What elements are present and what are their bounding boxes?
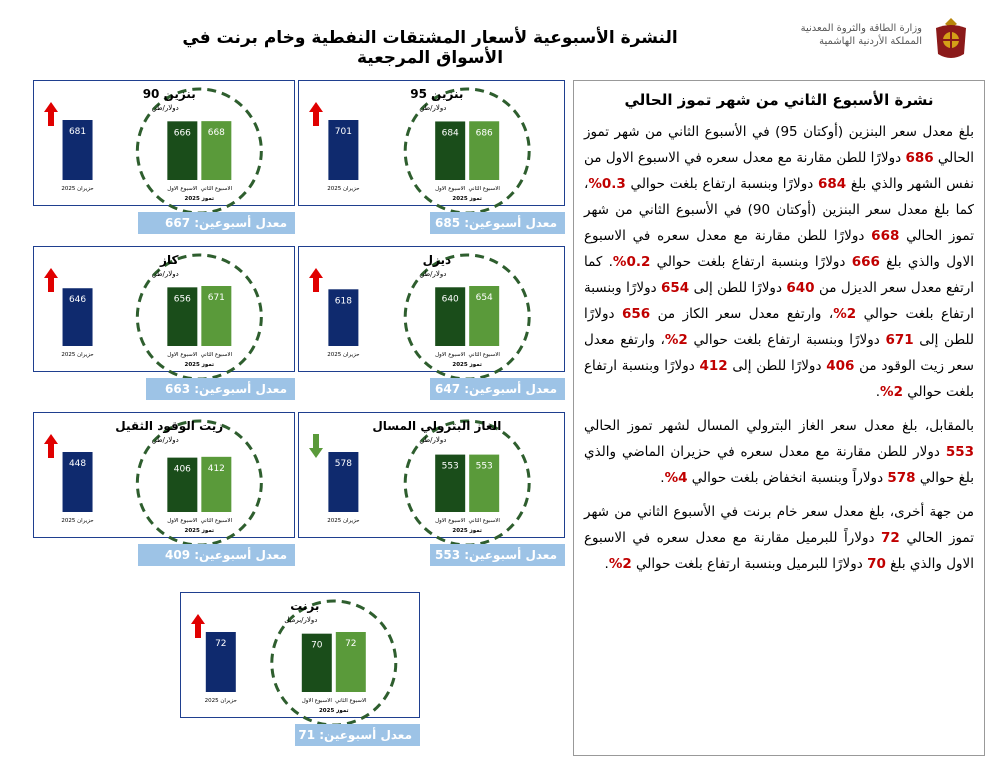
unit-label: دولار/طن [419, 270, 447, 278]
unit-label: دولار/طن [151, 436, 179, 444]
average-label: معدل أسبوعين: 663 [146, 378, 295, 400]
data-label: 646 [68, 295, 87, 306]
highlight-value: 640 [786, 280, 815, 296]
tick-label: الاسبوع الثاني [200, 186, 233, 192]
data-label: 72 [215, 639, 227, 649]
highlight-value: 684 [817, 176, 847, 192]
highlight-value: 4% [664, 470, 688, 486]
highlight-value: 2% [833, 306, 857, 322]
data-label: 70 [311, 640, 323, 651]
paragraph-text: . كما ارتفع معدل سعر الديزل من [584, 254, 974, 296]
group-label: تموز 2025 [184, 196, 215, 202]
data-label: 553 [441, 461, 459, 472]
paragraph-text: ، كما بلغ معدل سعر البنزين (أوكتان 90) في الأسبوع الثاني من شهر تموز الحالي [584, 176, 974, 244]
tick-label: الاسبوع الاول [167, 352, 198, 358]
unit-label: دولار/طن [151, 270, 179, 278]
paragraph-text: . [875, 384, 881, 400]
tick-label: الاسبوع الاول [435, 518, 466, 524]
page-title: النشرة الأسبوعية لأسعار المشتقات النفطية وخام برنت في الأسواق المرجعية [182, 28, 678, 68]
group-label: تموز 2025 [452, 362, 482, 368]
chart-title: ديزل [422, 253, 452, 267]
data-label: 412 [207, 463, 225, 474]
paragraph-text: دولارًا للبرميل وبنسبة ارتفاع بلغت حوالي [631, 556, 868, 572]
data-label: 640 [441, 294, 459, 305]
tick-label: الاسبوع الاول [435, 352, 466, 358]
data-label: 618 [334, 296, 352, 307]
paragraph-text: ، وارتفع معدل سعر الكاز من [650, 306, 834, 322]
group-label: تموز 2025 [184, 528, 215, 534]
unit-label: دولار/طن [151, 104, 179, 112]
tick-label: حزيران 2025 [327, 518, 360, 524]
chart-card [298, 246, 565, 402]
tick-label: الاسبوع الثاني [200, 518, 233, 524]
average-label: معدل أسبوعين: 685 [430, 212, 565, 234]
paragraph-text: دولارًا وبنسبة ارتفاع بلغت حوالي [584, 280, 974, 322]
tick-label: حزيران 2025 [61, 186, 94, 192]
data-label: 656 [173, 294, 191, 305]
highlight-value: 72 [881, 530, 900, 546]
data-label: 671 [207, 293, 225, 303]
tick-label: الاسبوع الثاني [468, 186, 500, 192]
paragraph-text: دولارًا وبنسبة ارتفاع بلغت حوالي [625, 176, 818, 192]
paragraph-text: بالمقابل، بلغ معدل سعر الغاز البترولي المسال لشهر تموز الحالي [584, 418, 974, 434]
paragraph-text: دولارًا للطن إلى [689, 280, 787, 296]
highlight-value: 406 [826, 358, 855, 374]
chart-title: زيت الوقود الثقيل [115, 419, 224, 433]
paragraph-text: ، وارتفع معدل سعر زيت الوقود من [584, 332, 974, 374]
tick-label: الاسبوع الاول [435, 186, 466, 192]
data-label: 701 [334, 127, 352, 137]
highlight-value: 412 [699, 358, 728, 374]
group-label: تموز 2025 [184, 362, 215, 368]
average-label: معدل أسبوعين: 71 [295, 724, 420, 746]
highlight-value: 656 [621, 306, 651, 322]
highlight-value: 578 [887, 470, 916, 486]
highlight-value: 2% [608, 556, 632, 572]
highlight-value: 0.3% [588, 176, 626, 192]
chart-card [298, 412, 565, 568]
paragraph-text: دولارًا وبنسبة ارتفاع بلغت حوالي [650, 254, 852, 270]
chart-title: الغاز البترولي المسال [372, 419, 502, 433]
coat-of-arms-icon [930, 16, 972, 62]
logo-line-2: المملكة الأردنية الهاشمية [819, 36, 922, 47]
bulletin-paragraph [584, 119, 974, 405]
tick-label: حزيران 2025 [204, 698, 237, 704]
chart-title: كاز [160, 253, 179, 267]
data-label: 686 [475, 128, 493, 139]
paragraph-text: دولاراً للبرميل مقارنة مع معدل سعره في الاسبوع الاول والذي بلغ [584, 530, 974, 572]
logo-line-1: وزارة الطاقة والثروة المعدنية [800, 23, 922, 34]
tick-label: الاسبوع الثاني [468, 352, 500, 358]
highlight-value: 666 [851, 254, 880, 270]
highlight-value: 654 [661, 280, 690, 296]
highlight-value: 70 [867, 556, 886, 572]
group-label: تموز 2025 [452, 528, 482, 534]
unit-label: دولار/طن [419, 436, 447, 444]
tick-label: الاسبوع الثاني [468, 518, 500, 524]
tick-label: حزيران 2025 [61, 352, 94, 358]
bulletin-title: نشرة الأسبوع الثاني من شهر تموز الحالي [624, 91, 934, 109]
ministry-logo [790, 14, 980, 64]
group-label: تموز 2025 [318, 708, 349, 714]
data-label: 668 [207, 128, 225, 139]
chart-card [33, 412, 295, 568]
highlight-value: 553 [945, 444, 974, 460]
chart-title: برنت [290, 599, 320, 613]
tick-label: حزيران 2025 [61, 518, 94, 524]
paragraph-text: دولاراً وبنسبة انخفاض بلغت حوالي [687, 470, 888, 486]
highlight-value: 0.2% [612, 254, 651, 270]
chart-card [298, 80, 565, 236]
data-label: 666 [173, 128, 191, 139]
average-label: معدل أسبوعين: 647 [430, 378, 565, 400]
bulletin-paragraph [584, 499, 974, 577]
paragraph-text: بلغ معدل سعر البنزين (أوكتان 95) في الأسبوع الثاني من شهر تموز الحالي [584, 124, 974, 166]
unit-label: دولار/طن [419, 104, 447, 112]
paragraph-text: . [604, 556, 609, 572]
logo-text [801, 22, 922, 48]
tick-label: الاسبوع الثاني [335, 698, 367, 704]
highlight-value: 668 [871, 228, 900, 244]
data-label: 448 [68, 459, 87, 469]
paragraph-text: دولارًا للطن مقارنة مع معدل سعره في الاسبوع الاول من نفس الشهر والذي بلغ [584, 150, 974, 192]
data-label: 553 [475, 461, 493, 472]
average-label: معدل أسبوعين: 553 [430, 544, 565, 566]
paragraph-text: دولارًا وبنسبة ارتفاع بلغت حوالي [687, 332, 886, 348]
chart-title: بنزين 95 [410, 87, 464, 101]
unit-label: دولار/برميل [284, 616, 318, 624]
highlight-value: 671 [885, 332, 914, 348]
paragraph-text: دولار للطن مقارنة مع معدل سعره في حزيران الماضي والذي بلغ حوالي [584, 444, 974, 486]
average-label: معدل أسبوعين: 667 [138, 212, 295, 234]
average-label: معدل أسبوعين: 409 [138, 544, 295, 566]
tick-label: الاسبوع الاول [167, 186, 198, 192]
data-label: 406 [173, 464, 191, 475]
chart-card [33, 80, 295, 236]
data-label: 681 [68, 127, 87, 137]
bulletin-body [584, 119, 974, 577]
data-label: 684 [441, 128, 459, 139]
highlight-value: 686 [905, 150, 934, 166]
tick-label: حزيران 2025 [327, 352, 360, 358]
chart-card [33, 246, 295, 402]
paragraph-text: دولارًا وبنسبة ارتفاع بلغت حوالي [584, 358, 974, 400]
paragraph-text: دولارًا للطن إلى [584, 306, 974, 348]
bulletin-panel [573, 80, 985, 756]
chart-title: بنزين 90 [142, 87, 196, 101]
tick-label: الاسبوع الاول [301, 698, 332, 704]
data-label: 578 [334, 459, 352, 469]
paragraph-text: من جهة أخرى، بلغ معدل سعر خام برنت في الأسبوع الثاني من شهر تموز الحالي [584, 504, 974, 546]
bulletin-paragraph [584, 413, 974, 491]
data-label: 72 [345, 639, 357, 649]
paragraph-text: دولارًا للطن إلى [727, 358, 827, 374]
chart-card [180, 592, 420, 748]
tick-label: حزيران 2025 [327, 186, 360, 192]
paragraph-text: . [660, 470, 665, 486]
data-label: 654 [475, 293, 493, 303]
tick-label: الاسبوع الثاني [200, 352, 233, 358]
highlight-value: 2% [880, 384, 903, 400]
paragraph-text: دولارًا للطن مقارنة مع معدل سعره في الاسبوع الاول والذي بلغ [584, 228, 974, 270]
highlight-value: 2% [664, 332, 688, 348]
tick-label: الاسبوع الاول [167, 518, 198, 524]
group-label: تموز 2025 [452, 196, 482, 202]
